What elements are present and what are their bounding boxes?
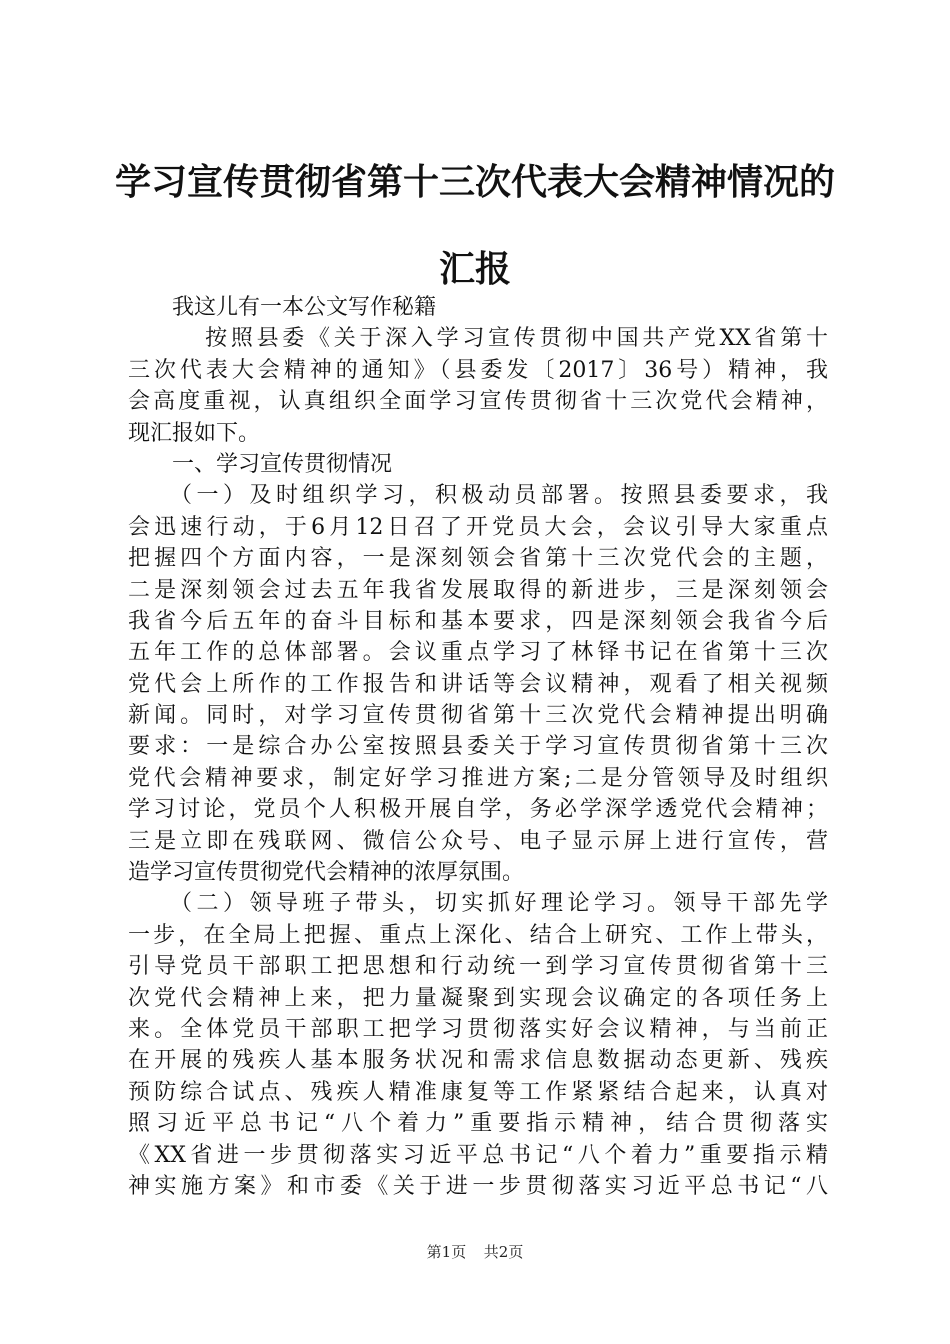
body-line: 会高度重视，认真组织全面学习宣传贯彻省十三次党代会精神， [128, 389, 828, 415]
body-line: 《XX省进一步贯彻落实习近平总书记“八个着力”重要指示精 [128, 1142, 828, 1168]
body-line: 造学习宣传贯彻党代会精神的浓厚氛围。 [128, 860, 525, 886]
body-line: 照习近平总书记“八个着力”重要指示精神，结合贯彻落实 [128, 1111, 828, 1137]
body-line: 要求：一是综合办公室按照县委关于学习宣传贯彻省第十三次 [128, 734, 828, 760]
body-line: 党代会精神要求，制定好学习推进方案;二是分管领导及时组织 [128, 765, 828, 791]
body-line: 把握四个方面内容，一是深刻领会省第十三次党代会的主题， [128, 546, 828, 572]
body-line: 党代会上所作的工作报告和讲话等会议精神，观看了相关视频 [128, 671, 828, 697]
body-line: 五年工作的总体部署。会议重点学习了林铎书记在省第十三次 [128, 640, 828, 666]
document-title-line-2: 汇报 [438, 249, 511, 290]
body-line: 按照县委《关于深入学习宣传贯彻中国共产党XX省第十 [128, 326, 828, 352]
body-line: 在开展的残疾人基本服务状况和需求信息数据动态更新、残疾 [128, 1048, 828, 1074]
body-line: 二是深刻领会过去五年我省发展取得的新进步，三是深刻领会 [128, 577, 828, 603]
body-line: （二）领导班子带头，切实抓好理论学习。领导干部先学 [128, 891, 828, 917]
body-line: 会迅速行动，于6月12日召了开党员大会，会议引导大家重点 [128, 514, 828, 540]
page-total: 共2页 [483, 1243, 524, 1261]
body-line: 来。全体党员干部职工把学习贯彻落实好会议精神，与当前正 [128, 1016, 828, 1042]
body-line: 预防综合试点、残疾人精准康复等工作紧紧结合起来，认真对 [128, 1079, 828, 1105]
document-body [128, 292, 828, 1202]
body-line: 神实施方案》和市委《关于进一步贯彻落实习近平总书记“八 [128, 1173, 828, 1199]
body-line: 学习讨论，党员个人积极开展自学，务必学深学透党代会精神； [128, 797, 828, 823]
body-line: 一、学习宣传贯彻情况 [128, 451, 393, 477]
body-line: 引导党员干部职工把思想和行动统一到学习宣传贯彻省第十三 [128, 954, 828, 980]
page-footer [0, 1242, 950, 1262]
body-line: 一步，在全局上把握、重点上深化、结合上研究、工作上带头， [128, 922, 828, 948]
body-line: 新闻。同时，对学习宣传贯彻省第十三次党代会精神提出明确 [128, 703, 828, 729]
body-line: 我省今后五年的奋斗目标和基本要求，四是深刻领会我省今后 [128, 608, 828, 634]
page-number: 第1页 [426, 1243, 467, 1261]
document-title-line-1: 学习宣传贯彻省第十三次代表大会精神情况的 [114, 162, 835, 203]
body-line: 三是立即在残联网、微信公众号、电子显示屏上进行宣传，营 [128, 828, 828, 854]
body-line: 现汇报如下。 [128, 420, 261, 446]
body-line: 我这儿有一本公文写作秘籍 [128, 295, 437, 320]
body-line: 次党代会精神上来，把力量凝聚到实现会议确定的各项任务上 [128, 985, 828, 1011]
body-line: （一）及时组织学习，积极动员部署。按照县委要求，我 [128, 483, 828, 509]
body-line: 三次代表大会精神的通知》（县委发〔2017〕36号）精神，我 [128, 357, 828, 383]
